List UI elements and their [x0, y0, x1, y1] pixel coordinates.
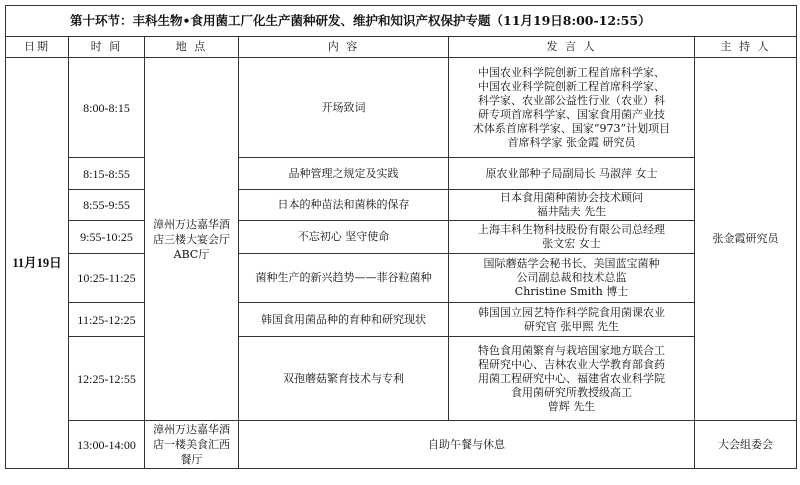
header-row — [6, 37, 797, 58]
table-row — [6, 254, 797, 303]
content-cell: 开场致词 — [239, 58, 449, 158]
host-lunch: 大会组委会 — [695, 421, 797, 469]
lunch-content: 自助午餐与休息 — [239, 421, 695, 469]
location-line: 漳州万达嘉华酒 — [153, 423, 230, 436]
speaker-line: 福井陆夫 先生 — [536, 205, 607, 218]
table-row — [6, 337, 797, 421]
content-cell: 菌种生产的新兴趋势——菲谷粒菌种 — [239, 254, 449, 303]
location-line: 店三楼大宴会厅 — [153, 232, 230, 246]
header-location: 地 点 — [145, 37, 239, 58]
speaker-line: 研专项首席科学家、国家食用菌产业技 — [478, 107, 665, 121]
header-content: 内 容 — [239, 37, 449, 58]
table-row — [6, 58, 797, 158]
speaker-cell — [449, 58, 695, 158]
date-cell: 11月19日 — [6, 58, 69, 469]
speaker-line: 张文宏 女士 — [542, 237, 601, 250]
speaker-line: 韩国国立园艺特作科学院食用菌课农业 — [478, 305, 665, 319]
table-row — [6, 190, 797, 221]
speaker-line: 研究官 张甲熙 先生 — [524, 319, 619, 333]
location-main — [145, 58, 239, 421]
speaker-line: 中国农业科学院创新工程首席科学家、 — [478, 79, 665, 93]
time-cell: 12:25-12:55 — [69, 337, 145, 421]
speaker-cell — [449, 337, 695, 421]
location-line: 漳州万达嘉华酒 — [153, 217, 230, 231]
table-row — [6, 221, 797, 254]
speaker-line: 中国农业科学院创新工程首席科学家、 — [478, 65, 665, 79]
table-row — [6, 158, 797, 190]
schedule-table — [5, 5, 797, 469]
time-cell: 8:00-8:15 — [69, 58, 145, 158]
content-cell: 双孢蘑菇繁育技术与专利 — [239, 337, 449, 421]
content-cell: 品种管理之规定及实践 — [239, 158, 449, 190]
speaker-cell — [449, 190, 695, 221]
speaker-line: 上海丰科生物科技股份有限公司总经理 — [478, 223, 665, 236]
speaker-line: 原农业部种子局副局长 马淑萍 女士 — [485, 166, 658, 180]
speaker-line: 术体系首席科学家、国家“973”计划项目 — [472, 121, 671, 135]
speaker-line: 首席科学家 张金霞 研究员 — [507, 135, 636, 149]
content-cell: 不忘初心 坚守使命 — [239, 221, 449, 254]
time-cell: 11:25-12:25 — [69, 303, 145, 337]
table-row — [6, 303, 797, 337]
location-line: 餐厅 — [180, 453, 203, 466]
content-cell: 日本的种苗法和菌株的保存 — [239, 190, 449, 221]
time-cell: 10:25-11:25 — [69, 254, 145, 303]
speaker-cell — [449, 254, 695, 303]
speaker-line: 程研究中心、吉林农业大学教育部食药 — [478, 357, 665, 371]
time-cell: 8:55-9:55 — [69, 190, 145, 221]
speaker-line: 公司副总裁和技术总监 — [516, 271, 627, 284]
time-cell: 9:55-10:25 — [69, 221, 145, 254]
host-main: 张金霞研究员 — [695, 58, 797, 421]
speaker-line: 特色食用菌繁育与栽培国家地方联合工 — [478, 343, 665, 357]
speaker-cell — [449, 158, 695, 190]
speaker-line: 科学家、农业部公益性行业（农业）科 — [478, 93, 665, 107]
page-title: 第十环节：丰科生物•食用菌工厂化生产菌种研发、维护和知识产权保护专题（11月19日8:00-12:55） — [6, 6, 797, 37]
speaker-cell — [449, 303, 695, 337]
content-cell: 韩国食用菌品种的育种和研究现状 — [239, 303, 449, 337]
header-date: 日期 — [6, 37, 69, 58]
time-cell: 13:00-14:00 — [69, 421, 145, 469]
header-speaker: 发 言 人 — [449, 37, 695, 58]
speaker-line: Christine Smith 博士 — [514, 285, 629, 298]
location-lunch — [145, 421, 239, 469]
speaker-line: 曾辉 先生 — [547, 399, 596, 413]
table-row-lunch — [6, 421, 797, 469]
location-line: ABC厅 — [173, 247, 210, 261]
header-host: 主 持 人 — [695, 37, 797, 58]
speaker-cell — [449, 221, 695, 254]
speaker-line: 食用菌研究所教授级高工 — [511, 385, 632, 399]
time-cell: 8:15-8:55 — [69, 158, 145, 190]
location-line: 店一楼美食汇西 — [153, 438, 230, 451]
speaker-line: 用菌工程研究中心、福建省农业科学院 — [478, 371, 665, 385]
speaker-line: 国际蘑菇学会秘书长、美国蓝宝菌种 — [483, 257, 660, 270]
speaker-line: 日本食用菌种菌协会技术顾问 — [500, 191, 643, 204]
header-time: 时 间 — [69, 37, 145, 58]
